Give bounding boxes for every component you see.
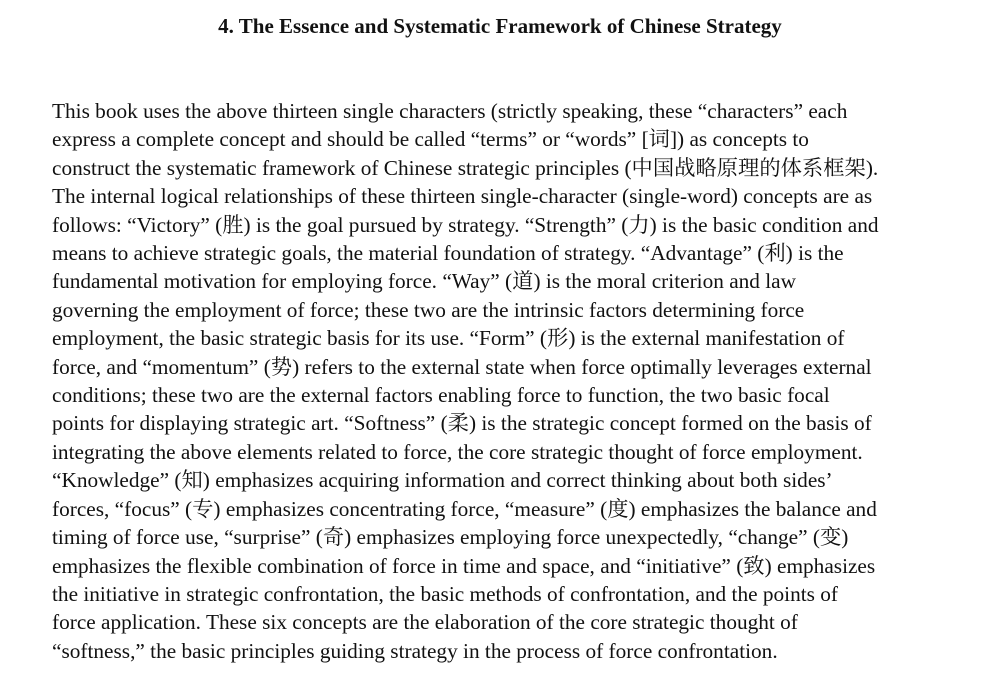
section-title: 4. The Essence and Systematic Framework of Chinese Strategy (218, 14, 782, 38)
paragraph-line-7: fundamental motivation for employing force. “Way” (道) is the moral criterion and law (52, 269, 797, 294)
paragraph-line-8: governing the employment of force; these two are the intrinsic factors determining force (52, 297, 805, 322)
paragraph-line-18: the initiative in strategic confrontation, the basic methods of confrontation, and the points of (52, 581, 839, 606)
paragraph-line-6: means to achieve strategic goals, the material foundation of strategy. “Advantage” (利) is the (52, 241, 844, 266)
paragraph-line-5: follows: “Victory” (胜) is the goal pursued by strategy. “Strength” (力) is the basic condition and (52, 212, 879, 237)
paragraph-line-14: “Knowledge” (知) emphasizes acquiring information and correct thinking about both sides’ (52, 468, 833, 493)
paragraph-line-4: The internal logical relationships of these thirteen single-character (single-word) concepts are as (52, 184, 873, 209)
paragraph-line-9: employment, the basic strategic basis for its use. “Form” (形) is the external manifestation of (52, 326, 845, 351)
paragraph-line-19: force application. These six concepts are the elaboration of the core strategic thought of (52, 610, 798, 635)
paragraph-line-11: conditions; these two are the external factors enabling force to function, the two basic focal (52, 383, 830, 408)
paragraph-line-15: forces, “focus” (专) emphasizes concentrating force, “measure” (度) emphasizes the balance and (52, 496, 877, 521)
paragraph-line-16: timing of force use, “surprise” (奇) emphasizes employing force unexpectedly, “change” (变) (52, 525, 849, 550)
paragraph-line-20: “softness,” the basic principles guiding strategy in the process of force confrontation. (52, 638, 778, 663)
paragraph-line-1: This book uses the above thirteen single characters (strictly speaking, these “characters” each (52, 99, 848, 123)
paragraph-line-3: construct the systematic framework of Chinese strategic principles (中国战略原理的体系框架). (52, 155, 879, 180)
paragraph-line-17: emphasizes the flexible combination of force in time and space, and “initiative” (致) emphasizes (52, 553, 876, 578)
body-paragraph (52, 97, 952, 665)
paragraph-line-12: points for displaying strategic art. “Softness” (柔) is the strategic concept formed on the basis of (52, 411, 872, 436)
paragraph-line-2: express a complete concept and should be called “terms” or “words” [词]) as concepts to (52, 127, 809, 152)
paragraph-line-10: force, and “momentum” (势) refers to the external state when force optimally leverages external (52, 354, 872, 379)
paragraph-line-13: integrating the above elements related to force, the core strategic thought of force employment. (52, 439, 863, 464)
